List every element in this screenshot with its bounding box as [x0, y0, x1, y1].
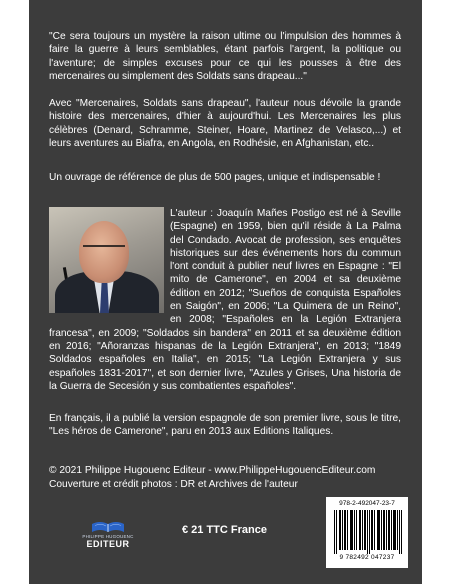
- barcode-box: [326, 497, 408, 568]
- isbn-number: 978-2-492047-23-7: [339, 500, 395, 507]
- book-icon: [90, 520, 126, 534]
- book-introduction: Avec "Mercenaires, Soldats sans drapeau", l'auteur nous dévoile la grande histoire des mercenaires, d'hier à aujourd'hui. Les Mercenaires les plus célèbres (Denard, Schramme, Steiner, Hoare, Martinez de Velasco,...) et leurs aventures au Biafra, en Angola, en Rodhésie, en Afghanistan, etc..: [49, 98, 401, 149]
- publisher-name: EDITEUR: [86, 539, 130, 549]
- author-bio-block: [49, 207, 401, 393]
- photo-credit-line: Couverture et crédit photos : DR et Archives de l'auteur: [49, 478, 298, 490]
- publisher-name-small: PHILIPPE HUGOUENC: [82, 534, 134, 539]
- ean-number: 9 782492 047237: [339, 554, 395, 561]
- publisher-logo: [81, 520, 135, 562]
- copyright-line: © 2021 Philippe Hugouenc Editeur - www.PhilippeHugouencEditeur.com: [49, 465, 376, 476]
- back-cover: [29, 0, 422, 584]
- credits: [49, 464, 409, 491]
- barcode: [333, 510, 403, 554]
- author-bio-text: L'auteur : Joaquín Mañes Postigo est né à Seville (Espagne) en 1959, bien qu'il réside à La Palma del Condado. Avocat de profession, ses enquêtes historiques sur des événements hors du commun l'ont conduit à publier neuf livres en Espagne : "El mito de Camerone", en 2004 et sa deuxième édition en 2012; "Sueños de conquista Españoles en Saigón", en 2006; "La Quimera de un Reino", en 2008; "Españoles en la Legión Extranjera francesa", en 2009; "Soldados sin bandera" en 2011 et sa deuxième édition en 2016; "Añoranzas hispanas de la Legión Extranjera", en 2013; "1849 Soldados españoles en Italia", en 2015; "La Legión Extranjera y sus españoles 1831-2017", et son dernier livre, "Azules y Grises, Una historia de la Guerra de Secesión y sus combatientes españoles".: [49, 208, 401, 392]
- tagline: Un ouvrage de référence de plus de 500 pages, unique et indispensable !: [49, 172, 381, 183]
- author-photo: [49, 207, 164, 313]
- price: € 21 TTC France: [182, 524, 267, 536]
- opening-quote: "Ce sera toujours un mystère la raison ultime ou l'impulsion des hommes à faire la guerre à leurs semblables, étant parfois l'argent, la politique ou l'aventure; de simples excuses pour ce qui les pousses à être des mercenaires ou simplement des Soldats sans drapeau...": [49, 31, 401, 82]
- french-edition-note: En français, il a publié la version espagnole de son premier livre, sous le titre, "Les héros de Camerone", paru en 2013 aux Editions Italiques.: [49, 413, 401, 438]
